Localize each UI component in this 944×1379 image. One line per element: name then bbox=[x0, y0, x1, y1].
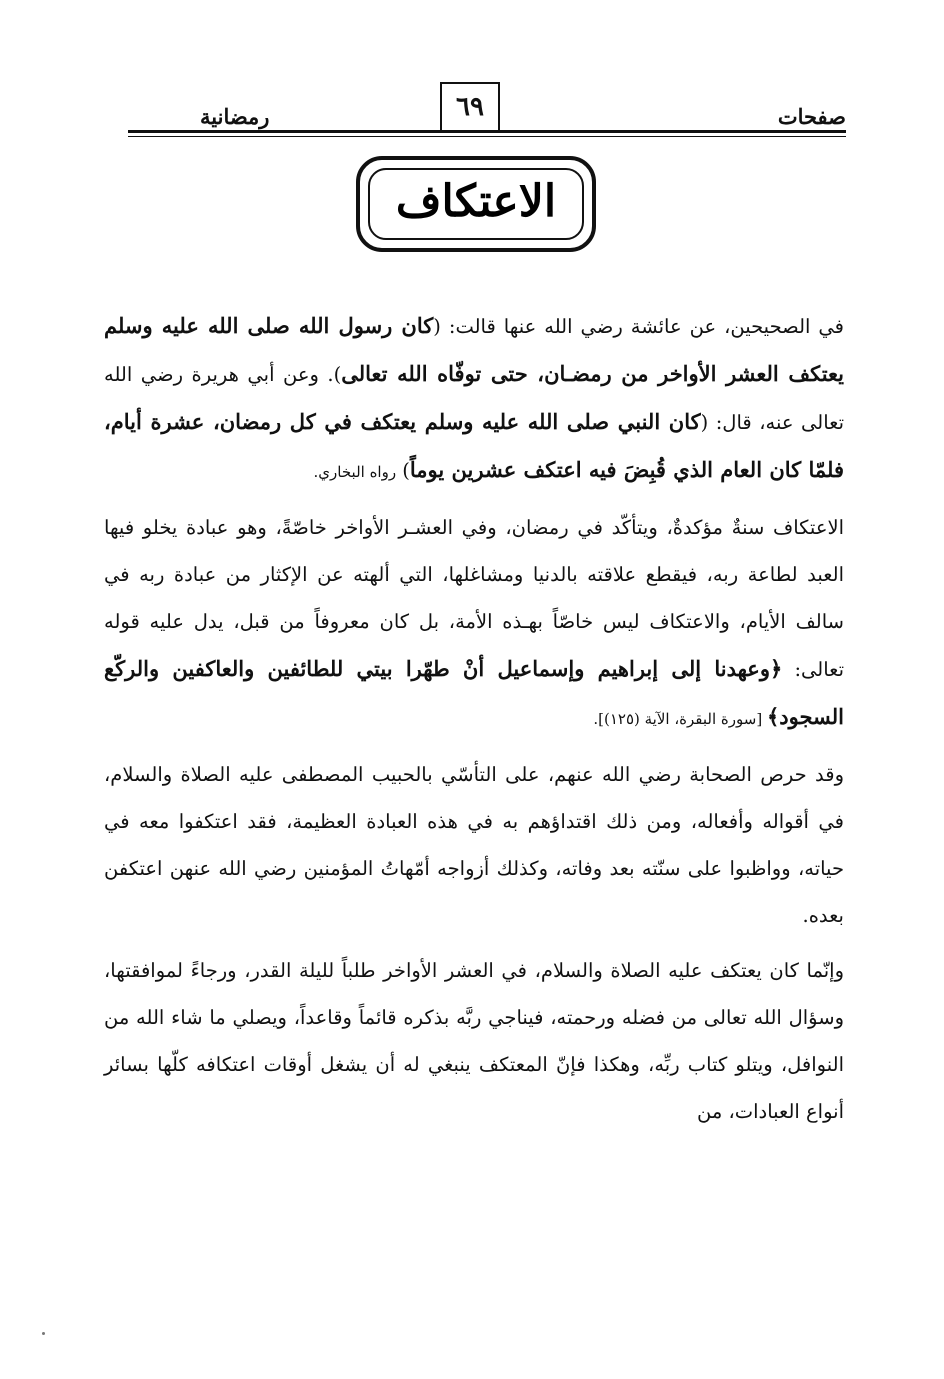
paragraph-text: وعن أبي هريرة رضي الله تعالى عنه، قال: ( bbox=[104, 363, 844, 434]
scan-speck bbox=[42, 1332, 45, 1335]
body-text bbox=[104, 302, 844, 1143]
chapter-title-frame bbox=[356, 156, 596, 252]
paragraph bbox=[104, 302, 844, 496]
paragraph-text: الاعتكاف سنةٌ مؤكدةٌ، ويتأكّد في رمضان، وفي العشـر الأواخر خاصّةً، وهو عبادة يخلو فيها العبد لطاعة ربه، فيقطع علاقته بالدنيا ومشاغلها، التي ألهته عن الإكثار من عبادة ربه في سالف الأيام، والاعتكاف ليس خاصّاً بهـذه الأمة، بل كان معروفاً من قبل، يدل عليه قوله تعالى: bbox=[104, 516, 844, 681]
quoted-text: كان النبي صلى الله عليه وسلم يعتكف في كل رمضان، عشرة أيام، فلمّا كان العام الذي قُبِضَ فيه اعتكف عشرين يوماً bbox=[104, 409, 844, 482]
paragraph-text: ). bbox=[327, 363, 342, 386]
quoted-text: ﴿وعهدنا إلى إبراهيم وإسماعيل أنْ طهّرا بيتي للطائفين والعاكفين والركّع السجود﴾ bbox=[104, 656, 844, 729]
paragraph bbox=[104, 504, 844, 743]
series-title: رمضانية bbox=[200, 104, 270, 129]
paragraph-text: في الصحيحين، عن عائشة رضي الله عنها قالت: ( bbox=[433, 315, 844, 338]
page-number: ٦٩ bbox=[440, 82, 500, 132]
citation-text: رواه البخاري. bbox=[313, 463, 397, 481]
book-title: صفحات bbox=[777, 104, 846, 129]
running-header bbox=[128, 80, 846, 140]
paragraph bbox=[104, 751, 844, 939]
header-rule-thin bbox=[128, 136, 846, 137]
citation-text: [سورة البقرة، الآية (١٢٥)]. bbox=[593, 710, 767, 728]
header-rule-thick bbox=[128, 130, 846, 133]
paragraph-text: ) bbox=[396, 459, 410, 482]
paragraph-text: وإنّما كان يعتكف عليه الصلاة والسلام، في العشر الأواخر طلباً لليلة القدر، ورجاءً لموافقتها، وسؤال الله تعالى من فضله ورحمته، فيناجي ربَّه بذكره قائماً وقاعداً، ويصلي ما شاء الله من النوافل، ويتلو كتاب ربِّه، وهكذا فإنّ المعتكف ينبغي له أن يشغل أوقات اعتكافه كلّها بسائر أنواع العبادات، من bbox=[104, 959, 844, 1123]
paragraph-text: وقد حرص الصحابة رضي الله عنهم، على التأسّي بالحبيب المصطفى عليه الصلاة والسلام، في أقواله وأفعاله، ومن ذلك اقتداؤهم به في هذه العبادة العظيمة، فقد اعتكفوا معه في حياته، وواظبوا على سنّته بعد وفاته، وكذلك أزواجه أمّهاتُ المؤمنين رضي الله عنهن اعتكفن بعده. bbox=[104, 763, 844, 927]
paragraph bbox=[104, 947, 844, 1135]
chapter-title: الاعتكاف bbox=[395, 176, 557, 227]
quoted-text: كان رسول الله صلى الله عليه وسلم يعتكف العشر الأواخر من رمضـان، حتى توفّاه الله تعالى bbox=[104, 313, 845, 386]
